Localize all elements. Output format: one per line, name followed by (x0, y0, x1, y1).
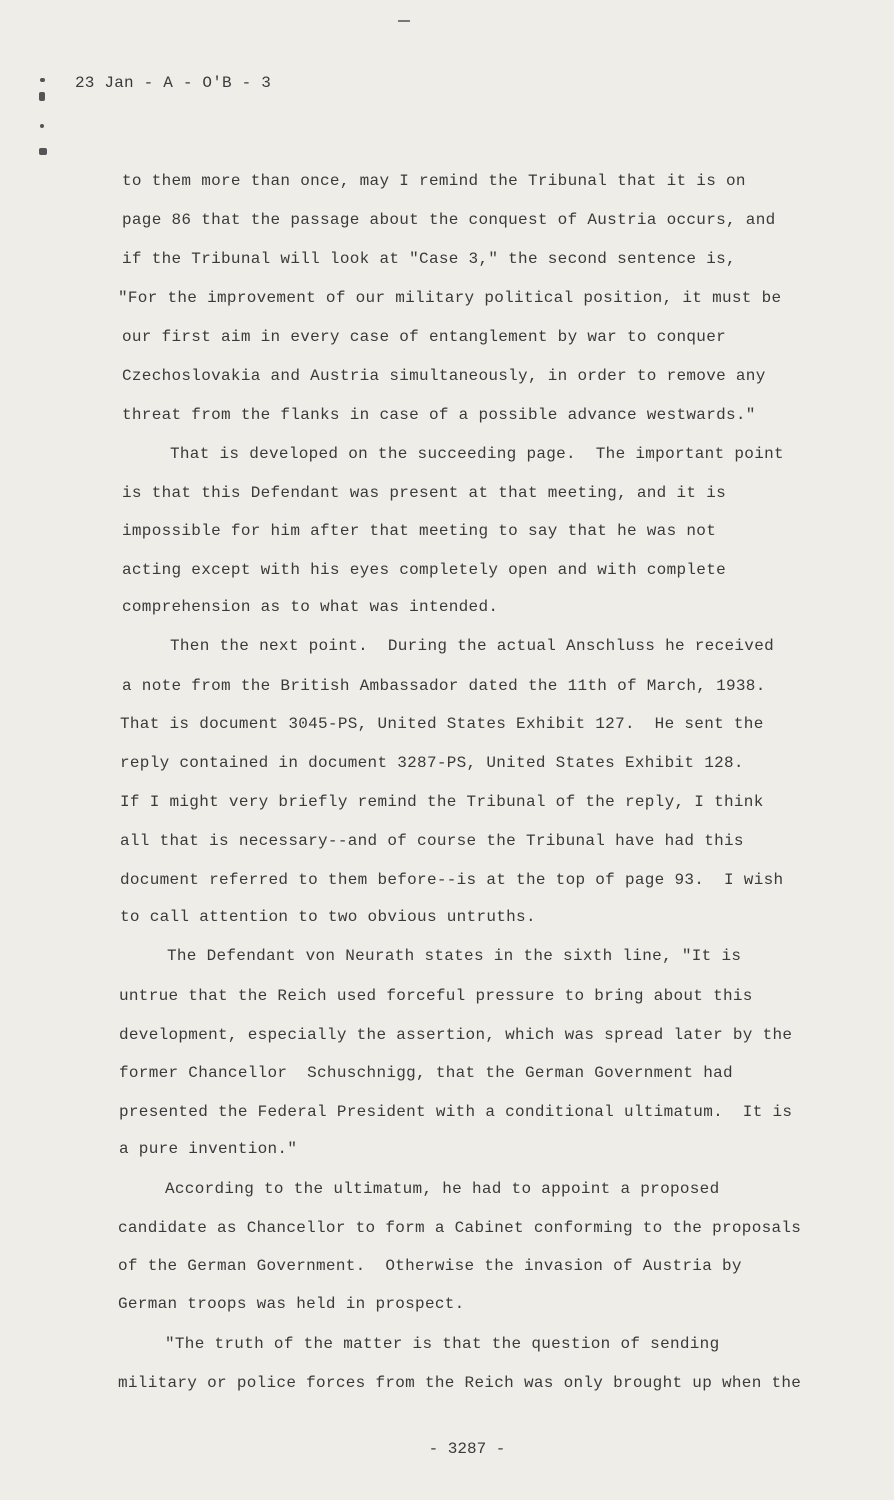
scan-mark (398, 20, 410, 22)
text-line: of the German Government. Otherwise the invasion of Austria by (118, 1257, 742, 1275)
text-line: "The truth of the matter is that the question of sending (165, 1335, 720, 1353)
text-line: That is document 3045-PS, United States Exhibit 127. He sent the (120, 715, 764, 733)
text-line: impossible for him after that meeting to say that he was not (122, 522, 717, 540)
text-line: That is developed on the succeeding page. The important point (170, 445, 784, 463)
text-line: document referred to them before--is at the top of page 93. I wish (120, 871, 784, 889)
text-line: acting except with his eyes completely open and with complete (122, 561, 726, 579)
text-line: "For the improvement of our military political position, it must be (118, 289, 782, 307)
text-line: if the Tribunal will look at "Case 3," the second sentence is, (122, 250, 736, 268)
text-line: former Chancellor Schuschnigg, that the German Government had (119, 1064, 733, 1082)
text-line: a note from the British Ambassador dated the 11th of March, 1938. (122, 677, 766, 695)
text-line: our first aim in every case of entanglement by war to conquer (122, 328, 726, 346)
text-line: presented the Federal President with a conditional ultimatum. It is (119, 1103, 793, 1121)
text-line: all that is necessary--and of course the Tribunal have had this (120, 832, 744, 850)
text-line: military or police forces from the Reich was only brought up when the (118, 1374, 802, 1392)
page-number: - 3287 - (428, 1440, 506, 1458)
text-line: comprehension as to what was intended. (122, 598, 499, 616)
text-line: is that this Defendant was present at that meeting, and it is (122, 484, 726, 502)
text-line: development, especially the assertion, which was spread later by the (119, 1026, 793, 1044)
text-line: to call attention to two obvious untruths. (120, 908, 536, 926)
text-line: threat from the flanks in case of a possible advance westwards." (122, 406, 756, 424)
text-line: Then the next point. During the actual Anschluss he received (170, 637, 774, 655)
text-line: to them more than once, may I remind the Tribunal that it is on (122, 172, 746, 190)
text-line: candidate as Chancellor to form a Cabinet conforming to the proposals (118, 1219, 802, 1237)
text-line: German troops was held in prospect. (118, 1295, 465, 1313)
text-line: a pure invention." (119, 1140, 298, 1158)
text-line: If I might very briefly remind the Tribunal of the reply, I think (120, 793, 764, 811)
text-line: untrue that the Reich used forceful pressure to bring about this (119, 987, 753, 1005)
text-line: reply contained in document 3287-PS, United States Exhibit 128. (120, 754, 744, 772)
text-line: The Defendant von Neurath states in the sixth line, "It is (167, 947, 742, 965)
text-line: According to the ultimatum, he had to appoint a proposed (165, 1180, 720, 1198)
text-line: Czechoslovakia and Austria simultaneously, in order to remove any (122, 367, 766, 385)
document-reference: 23 Jan - A - O'B - 3 (75, 74, 272, 92)
text-line: page 86 that the passage about the conquest of Austria occurs, and (122, 211, 776, 229)
